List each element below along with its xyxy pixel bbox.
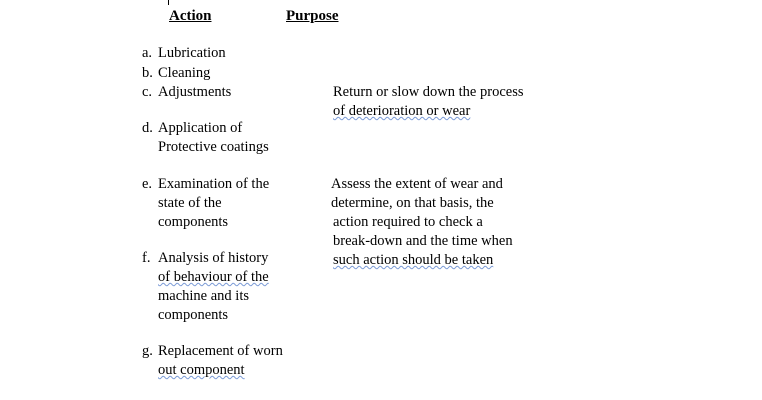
action-text: Cleaning: [158, 65, 211, 81]
header-action: Action: [169, 8, 212, 24]
action-text: Lubrication: [158, 45, 226, 61]
action-text: Adjustments: [158, 84, 232, 100]
action-item-c: [142, 83, 231, 102]
header-purpose: Purpose: [286, 8, 339, 24]
action-text: of behaviour of the: [158, 269, 269, 285]
action-text: components: [158, 307, 229, 323]
action-label: c.: [142, 84, 153, 100]
action-label: d.: [142, 120, 153, 136]
purpose-text: Return or slow down the process: [333, 84, 524, 100]
action-item-g: [142, 342, 283, 380]
cursor-mark: [168, 0, 169, 5]
action-text: Application of: [158, 120, 243, 136]
purpose-item-1: [333, 83, 523, 121]
action-item-b: [142, 64, 210, 83]
purpose-text: break-down and the time when: [333, 233, 513, 249]
action-text: state of the: [158, 195, 222, 211]
purpose-text: such action should be taken: [333, 252, 494, 268]
action-text: Protective coatings: [158, 139, 269, 155]
purpose-text: of deterioration or wear: [333, 103, 471, 119]
action-label: g.: [142, 343, 153, 359]
purpose-text: action required to check a: [333, 214, 483, 230]
action-text: out component: [158, 362, 245, 378]
purpose-text: Assess the extent of wear and: [331, 176, 503, 192]
action-label: b.: [142, 65, 153, 81]
action-label: a.: [142, 45, 153, 61]
action-text: Examination of the: [158, 176, 270, 192]
action-label: e.: [142, 176, 153, 192]
action-label: f.: [142, 250, 151, 266]
action-item-f: [142, 249, 269, 325]
action-text: Replacement of worn: [158, 343, 283, 359]
action-text: machine and its: [158, 288, 250, 304]
action-item-e: [142, 175, 269, 232]
purpose-item-2: [331, 175, 513, 270]
action-text: Analysis of history: [158, 250, 269, 266]
action-text: components: [158, 214, 229, 230]
action-item-a: [142, 44, 226, 63]
action-item-d: [142, 119, 269, 157]
purpose-text: determine, on that basis, the: [331, 195, 494, 211]
